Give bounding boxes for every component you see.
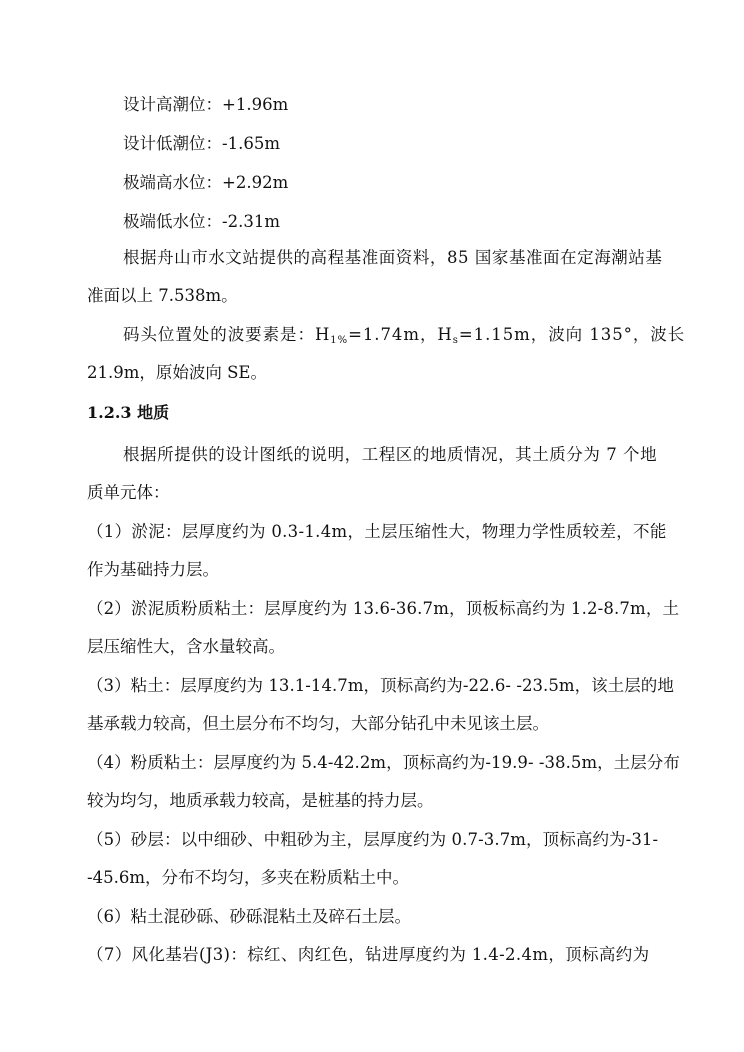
datum-paragraph-line1: 根据舟山市水文站提供的高程基准面资料，85 国家基准面在定海潮站基	[123, 248, 663, 267]
design-low-tide-line: 设计低潮位：-1.65m	[123, 134, 280, 153]
layer-5-line1: （5）砂层：以中细砂、中粗砂为主，层厚度约为 0.7-3.7m，顶标高约为-31-	[87, 830, 659, 849]
wave-paragraph-line1	[123, 324, 685, 346]
wave-h1-value: =1.74m，H	[348, 325, 453, 344]
wave-h1-subscript: 1%	[330, 335, 349, 346]
geology-intro-line1: 根据所提供的设计图纸的说明，工程区的地质情况，其土质分为 7 个地	[123, 445, 658, 464]
layer-2-line1: （2）淤泥质粉质粘土：层厚度约为 13.6-36.7m，顶板标高约为 1.2-8.7m，土	[87, 599, 680, 618]
datum-paragraph-line2: 准面以上 7.538m。	[87, 286, 238, 305]
wave-hs-rest: =1.15m，波向 135°，波长	[458, 325, 686, 344]
wave-paragraph-line2: 21.9m，原始波向 SE。	[87, 363, 267, 382]
wave-hs-subscript: s	[452, 335, 459, 346]
wave-prefix: 码头位置处的波要素是：H	[123, 325, 331, 344]
layer-6-line1: （6）粘土混砂砾、砂砾混粘土及碎石土层。	[87, 907, 411, 926]
layer-7-line1: （7）风化基岩(J3)：棕红、肉红色，钻进厚度约为 1.4-2.4m，顶标高约为	[87, 945, 650, 964]
section-heading: 1.2.3 地质	[87, 403, 170, 422]
design-high-tide-line: 设计高潮位：+1.96m	[123, 95, 289, 114]
layer-3-line1: （3）粘土：层厚度约为 13.1-14.7m，顶标高约为-22.6- -23.5m，该土层的地	[87, 676, 674, 695]
layer-3-line2: 基承载力较高，但土层分布不均匀，大部分钻孔中未见该土层。	[87, 714, 549, 733]
layer-4-line2: 较为均匀，地质承载力较高，是桩基的持力层。	[87, 791, 434, 810]
geology-intro-line2: 质单元体：	[87, 483, 170, 502]
layer-1-line2: 作为基础持力层。	[87, 560, 219, 579]
extreme-low-water-line: 极端低水位：-2.31m	[123, 212, 280, 231]
layer-2-line2: 层压缩性大，含水量较高。	[87, 637, 285, 656]
layer-1-line1: （1）淤泥：层厚度约为 0.3-1.4m，土层压缩性大，物理力学性质较差，不能	[87, 522, 667, 541]
layer-4-line1: （4）粉质粘土：层厚度约为 5.4-42.2m，顶标高约为-19.9- -38.5m，土层分布	[87, 753, 680, 772]
extreme-high-water-line: 极端高水位：+2.92m	[123, 173, 289, 192]
layer-5-line2: -45.6m，分布不均匀，多夹在粉质粘土中。	[87, 868, 409, 887]
